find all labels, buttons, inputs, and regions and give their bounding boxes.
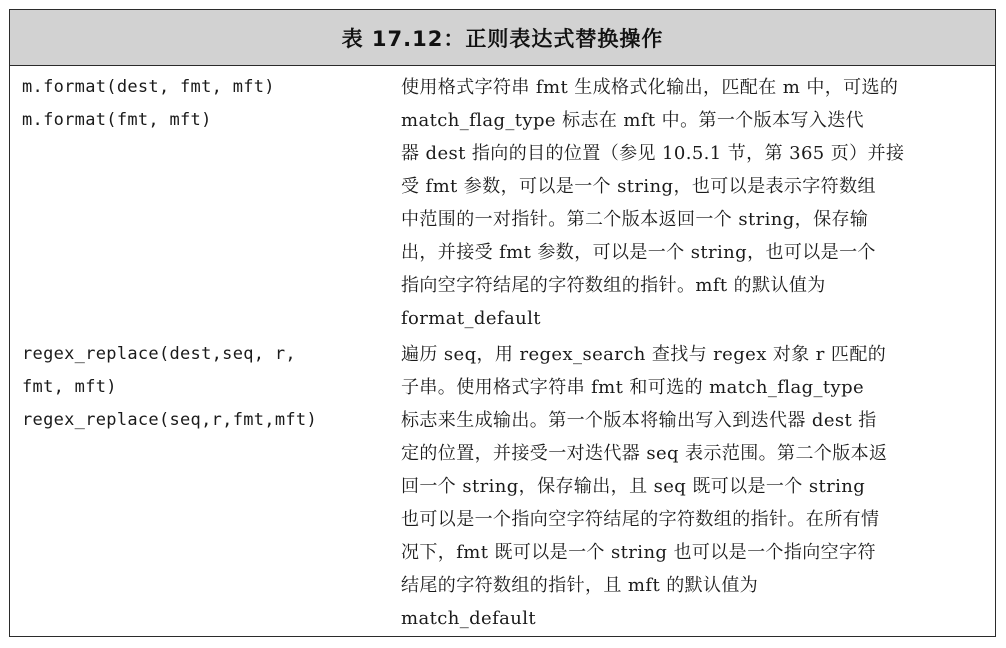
signature-line: m.format(dest, fmt, mft) (22, 77, 275, 97)
description-line: 中范围的一对指针。第二个版本返回一个 string，保存输 (401, 209, 869, 230)
description-line: 遍历 seq，用 regex_search 查找与 regex 对象 r 匹配的 (401, 344, 887, 365)
signature-line: fmt, mft) (22, 377, 117, 397)
signature-line: m.format(fmt, mft) (22, 110, 212, 130)
row-1-signatures (22, 71, 384, 137)
replace-operations-table (9, 9, 996, 637)
signature-line: regex_replace(seq,r,fmt,mft) (22, 410, 317, 430)
table-caption: 表 17.12：正则表达式替换操作 (341, 26, 664, 51)
description-line: 也可以是一个指向空字符结尾的字符数组的指针。在所有情 (401, 509, 880, 530)
description-line: format_default (401, 308, 541, 329)
description-line: 出，并接受 fmt 参数，可以是一个 string，也可以是一个 (401, 242, 876, 263)
description-line: 况下，fmt 既可以是一个 string 也可以是一个指向空字符 (401, 542, 876, 563)
description-line: 指向空字符结尾的字符数组的指针。mft 的默认值为 (401, 275, 826, 296)
row-1-description (401, 71, 986, 335)
description-line: 定的位置，并接受一对迭代器 seq 表示范围。第二个版本返 (401, 443, 888, 464)
description-line: 回一个 string，保存输出，且 seq 既可以是一个 string (401, 476, 866, 497)
description-line: match_flag_type 标志在 mft 中。第一个版本写入迭代 (401, 110, 865, 131)
signature-line: regex_replace(dest,seq, r, (22, 344, 296, 364)
description-line: match_default (401, 608, 537, 629)
row-2-description (401, 338, 986, 635)
description-line: 子串。使用格式字符串 fmt 和可选的 match_flag_type (401, 377, 865, 398)
row-2-signatures (22, 338, 384, 437)
description-line: 器 dest 指向的目的位置（参见 10.5.1 节，第 365 页）并接 (401, 143, 905, 164)
description-line: 结尾的字符数组的指针，且 mft 的默认值为 (401, 575, 759, 596)
description-line: 受 fmt 参数，可以是一个 string，也可以是表示字符数组 (401, 176, 876, 197)
table-caption-bar (10, 10, 995, 66)
description-line: 使用格式字符串 fmt 生成格式化输出，匹配在 m 中，可选的 (401, 77, 899, 98)
description-line: 标志来生成输出。第一个版本将输出写入到迭代器 dest 指 (401, 410, 877, 431)
